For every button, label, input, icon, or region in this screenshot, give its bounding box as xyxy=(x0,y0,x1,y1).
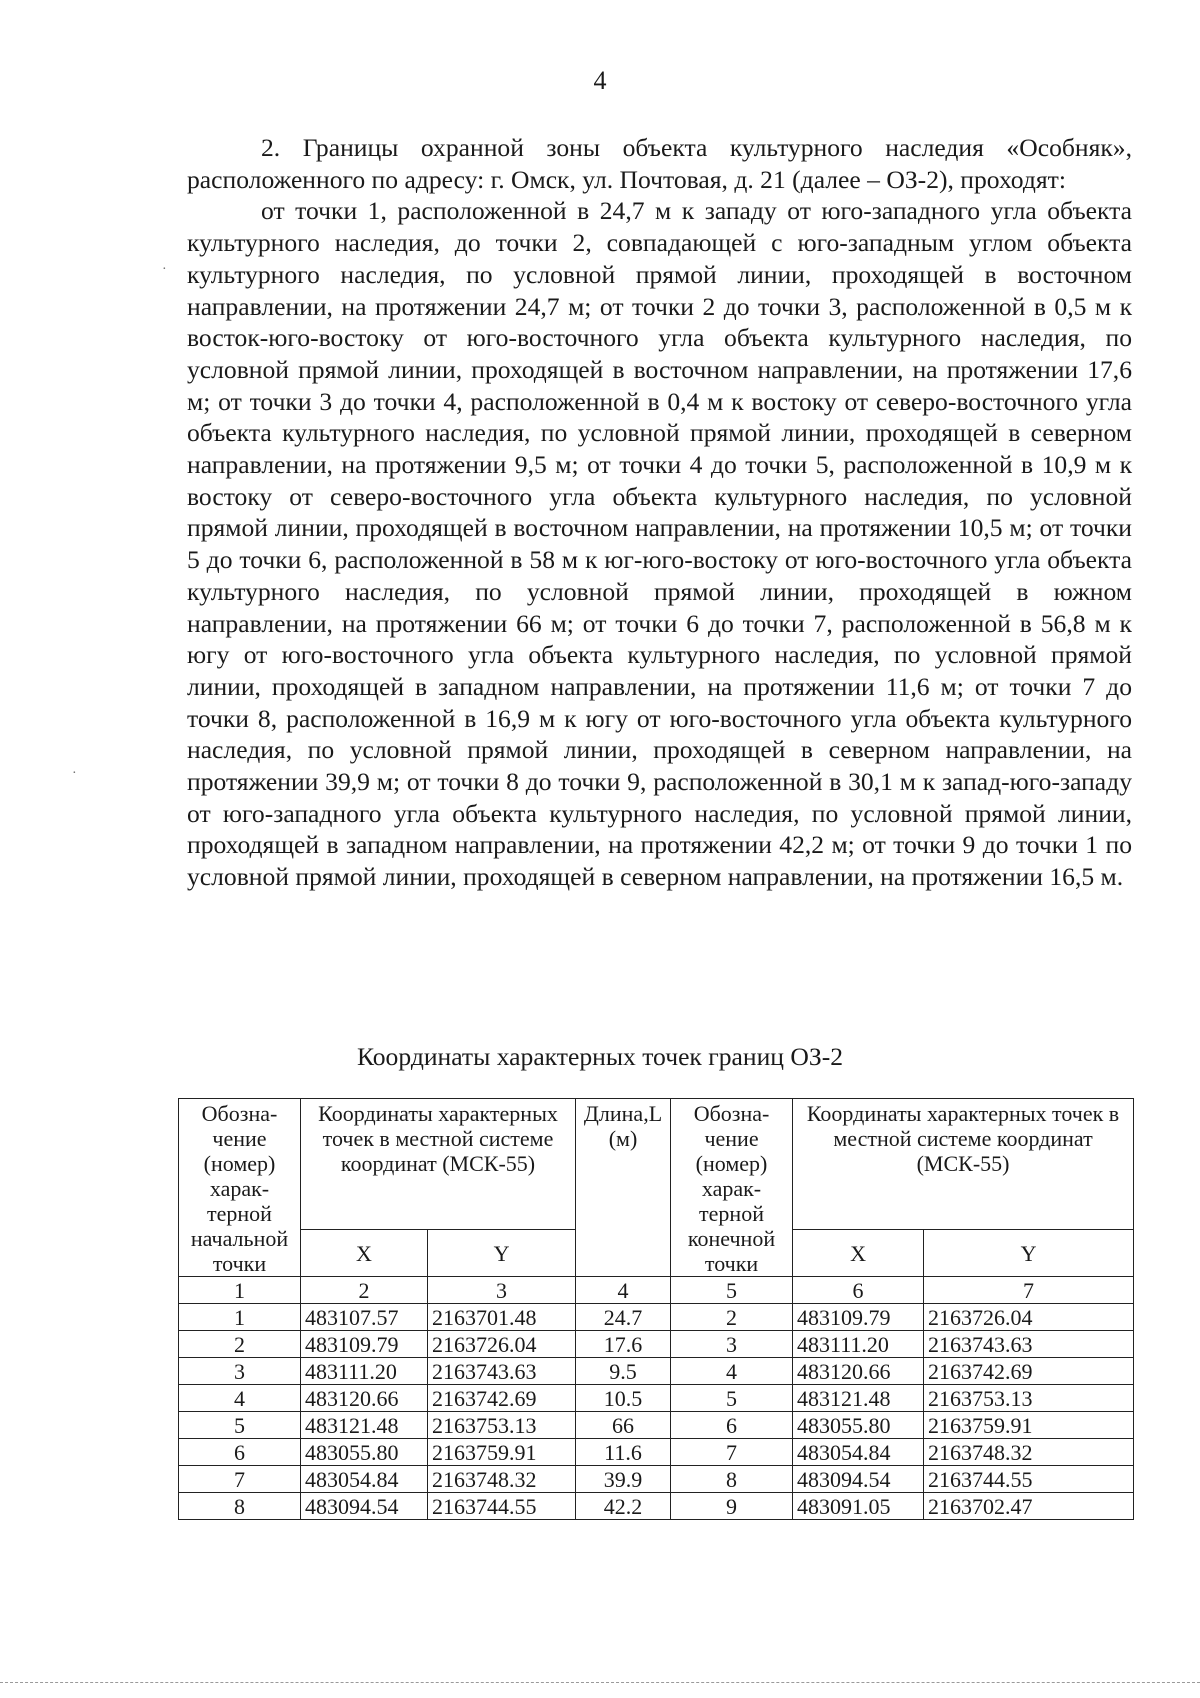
cell-end-y: 2163753.13 xyxy=(924,1385,1134,1412)
cell-start-point: 3 xyxy=(179,1358,301,1385)
cell-end-point: 2 xyxy=(671,1304,793,1331)
header-start-point: Обозна-чение (номер) харак-терной начальной точки xyxy=(179,1099,301,1277)
header-x-2: X xyxy=(793,1229,924,1276)
column-number: 4 xyxy=(576,1277,671,1304)
cell-length: 17.6 xyxy=(576,1331,671,1358)
cell-end-point: 8 xyxy=(671,1466,793,1493)
cell-length: 66 xyxy=(576,1412,671,1439)
cell-start-x: 483055.80 xyxy=(301,1439,428,1466)
page-bottom-border xyxy=(0,1682,1200,1684)
cell-end-y: 2163743.63 xyxy=(924,1331,1134,1358)
cell-end-y: 2163742.69 xyxy=(924,1358,1134,1385)
cell-start-point: 4 xyxy=(179,1385,301,1412)
table-row xyxy=(179,1439,1134,1466)
table-row xyxy=(179,1385,1134,1412)
column-number: 5 xyxy=(671,1277,793,1304)
cell-start-y: 2163726.04 xyxy=(428,1331,576,1358)
margin-mark: · xyxy=(72,766,77,781)
cell-end-y: 2163744.55 xyxy=(924,1466,1134,1493)
cell-start-y: 2163742.69 xyxy=(428,1385,576,1412)
cell-end-point: 7 xyxy=(671,1439,793,1466)
cell-length: 10.5 xyxy=(576,1385,671,1412)
cell-start-x: 483111.20 xyxy=(301,1358,428,1385)
column-number: 7 xyxy=(924,1277,1134,1304)
cell-start-x: 483094.54 xyxy=(301,1493,428,1520)
table-row xyxy=(179,1466,1134,1493)
cell-end-x: 483120.66 xyxy=(793,1358,924,1385)
cell-start-point: 8 xyxy=(179,1493,301,1520)
cell-length: 39.9 xyxy=(576,1466,671,1493)
cell-end-x: 483111.20 xyxy=(793,1331,924,1358)
cell-start-point: 7 xyxy=(179,1466,301,1493)
cell-start-point: 2 xyxy=(179,1331,301,1358)
cell-end-point: 5 xyxy=(671,1385,793,1412)
cell-length: 42.2 xyxy=(576,1493,671,1520)
cell-start-y: 2163701.48 xyxy=(428,1304,576,1331)
column-number: 3 xyxy=(428,1277,576,1304)
column-number-row xyxy=(179,1277,1134,1304)
cell-length: 24.7 xyxy=(576,1304,671,1331)
cell-length: 9.5 xyxy=(576,1358,671,1385)
cell-end-x: 483109.79 xyxy=(793,1304,924,1331)
paragraph-boundary-description: от точки 1, расположенной в 24,7 м к западу от юго-западного угла объекта культурного наследия, до точки 2, совпадающей с юго-западным углом объекта культурного наследия, по условной прямой линии, проходящей в восточном направлении, на протяжении 24,7 м; от точки 2 до точки 3, расположенной в 0,5 м к восток-юго-востоку от юго-восточного угла объекта культурного наследия, по условной прямой линии, проходящей в восточном направлении, на протяжении 17,6 м; от точки 3 до точки 4, расположенной в 0,4 м к востоку от северо-восточного угла объекта культурного наследия, по условной прямой линии, проходящей в северном направлении, на протяжении 9,5 м; от точки 4 до точки 5, расположенной в 10,9 м к востоку от северо-восточного угла объекта культурного наследия, по условной прямой линии, проходящей в восточном направлении, на протяжении 10,5 м; от точки 5 до точки 6, расположенной в 58 м к юг-юго-востоку от юго-восточного угла объекта культурного наследия, по условной прямой линии, проходящей в южном направлении, на протяжении 66 м; от точки 6 до точки 7, расположенной в 56,8 м к югу от юго-восточного угла объекта культурного наследия, по условной прямой линии, проходящей в западном направлении, на протяжении 11,6 м; от точки 7 до точки 8, расположенной в 16,9 м к югу от юго-восточного угла объекта культурного наследия, по условной прямой линии, проходящей в северном направлении, на протяжении 39,9 м; от точки 8 до точки 9, расположенной в 30,1 м к запад-юго-западу от юго-западного угла объекта культурного наследия, по условной прямой линии, проходящей в западном направлении, на протяжении 42,2 м; от точки 9 до точки 1 по условной прямой линии, проходящей в северном направлении, на протяжении 16,5 м. xyxy=(187,196,1132,892)
header-x-1: X xyxy=(301,1229,428,1276)
cell-end-point: 6 xyxy=(671,1412,793,1439)
body-text xyxy=(187,132,1132,893)
table-row xyxy=(179,1304,1134,1331)
cell-end-point: 3 xyxy=(671,1331,793,1358)
cell-start-x: 483107.57 xyxy=(301,1304,428,1331)
cell-end-x: 483094.54 xyxy=(793,1466,924,1493)
cell-start-x: 483054.84 xyxy=(301,1466,428,1493)
column-number: 6 xyxy=(793,1277,924,1304)
cell-end-x: 483091.05 xyxy=(793,1493,924,1520)
cell-end-x: 483055.80 xyxy=(793,1412,924,1439)
cell-end-x: 483054.84 xyxy=(793,1439,924,1466)
cell-start-y: 2163753.13 xyxy=(428,1412,576,1439)
header-coords-group-1: Координаты характерных точек в местной системе координат (МСК-55) xyxy=(301,1099,576,1230)
header-length: Длина,L (м) xyxy=(576,1099,671,1277)
column-number: 1 xyxy=(179,1277,301,1304)
table-row xyxy=(179,1493,1134,1520)
header-y-2: Y xyxy=(924,1229,1134,1276)
cell-start-point: 6 xyxy=(179,1439,301,1466)
column-number: 2 xyxy=(301,1277,428,1304)
cell-start-y: 2163748.32 xyxy=(428,1466,576,1493)
cell-start-y: 2163743.63 xyxy=(428,1358,576,1385)
cell-end-x: 483121.48 xyxy=(793,1385,924,1412)
header-y-1: Y xyxy=(428,1229,576,1276)
table-row xyxy=(179,1412,1134,1439)
cell-end-point: 9 xyxy=(671,1493,793,1520)
header-coords-group-2: Координаты характерных точек в местной системе координат (МСК-55) xyxy=(793,1099,1134,1230)
cell-end-y: 2163748.32 xyxy=(924,1439,1134,1466)
cell-start-y: 2163759.91 xyxy=(428,1439,576,1466)
cell-end-y: 2163702.47 xyxy=(924,1493,1134,1520)
cell-start-point: 1 xyxy=(179,1304,301,1331)
table-row xyxy=(179,1358,1134,1385)
cell-start-point: 5 xyxy=(179,1412,301,1439)
paragraph-intro: 2. Границы охранной зоны объекта культурного наследия «Особняк», расположенного по адресу: г. Омск, ул. Почтовая, д. 21 (далее – ОЗ-2), проходят: xyxy=(187,133,1132,194)
cell-start-y: 2163744.55 xyxy=(428,1493,576,1520)
cell-length: 11.6 xyxy=(576,1439,671,1466)
cell-end-y: 2163726.04 xyxy=(924,1304,1134,1331)
coordinates-table xyxy=(178,1098,1134,1520)
table-row xyxy=(179,1331,1134,1358)
cell-start-x: 483109.79 xyxy=(301,1331,428,1358)
page-number: 4 xyxy=(593,66,607,95)
cell-end-point: 4 xyxy=(671,1358,793,1385)
margin-mark: · xyxy=(162,262,167,277)
cell-start-x: 483121.48 xyxy=(301,1412,428,1439)
cell-start-x: 483120.66 xyxy=(301,1385,428,1412)
header-end-point: Обозна-чение (номер) харак-терной конечной точки xyxy=(671,1099,793,1277)
table-body xyxy=(179,1277,1134,1520)
table-title: Координаты характерных точек границ ОЗ-2 xyxy=(356,1042,844,1071)
cell-end-y: 2163759.91 xyxy=(924,1412,1134,1439)
